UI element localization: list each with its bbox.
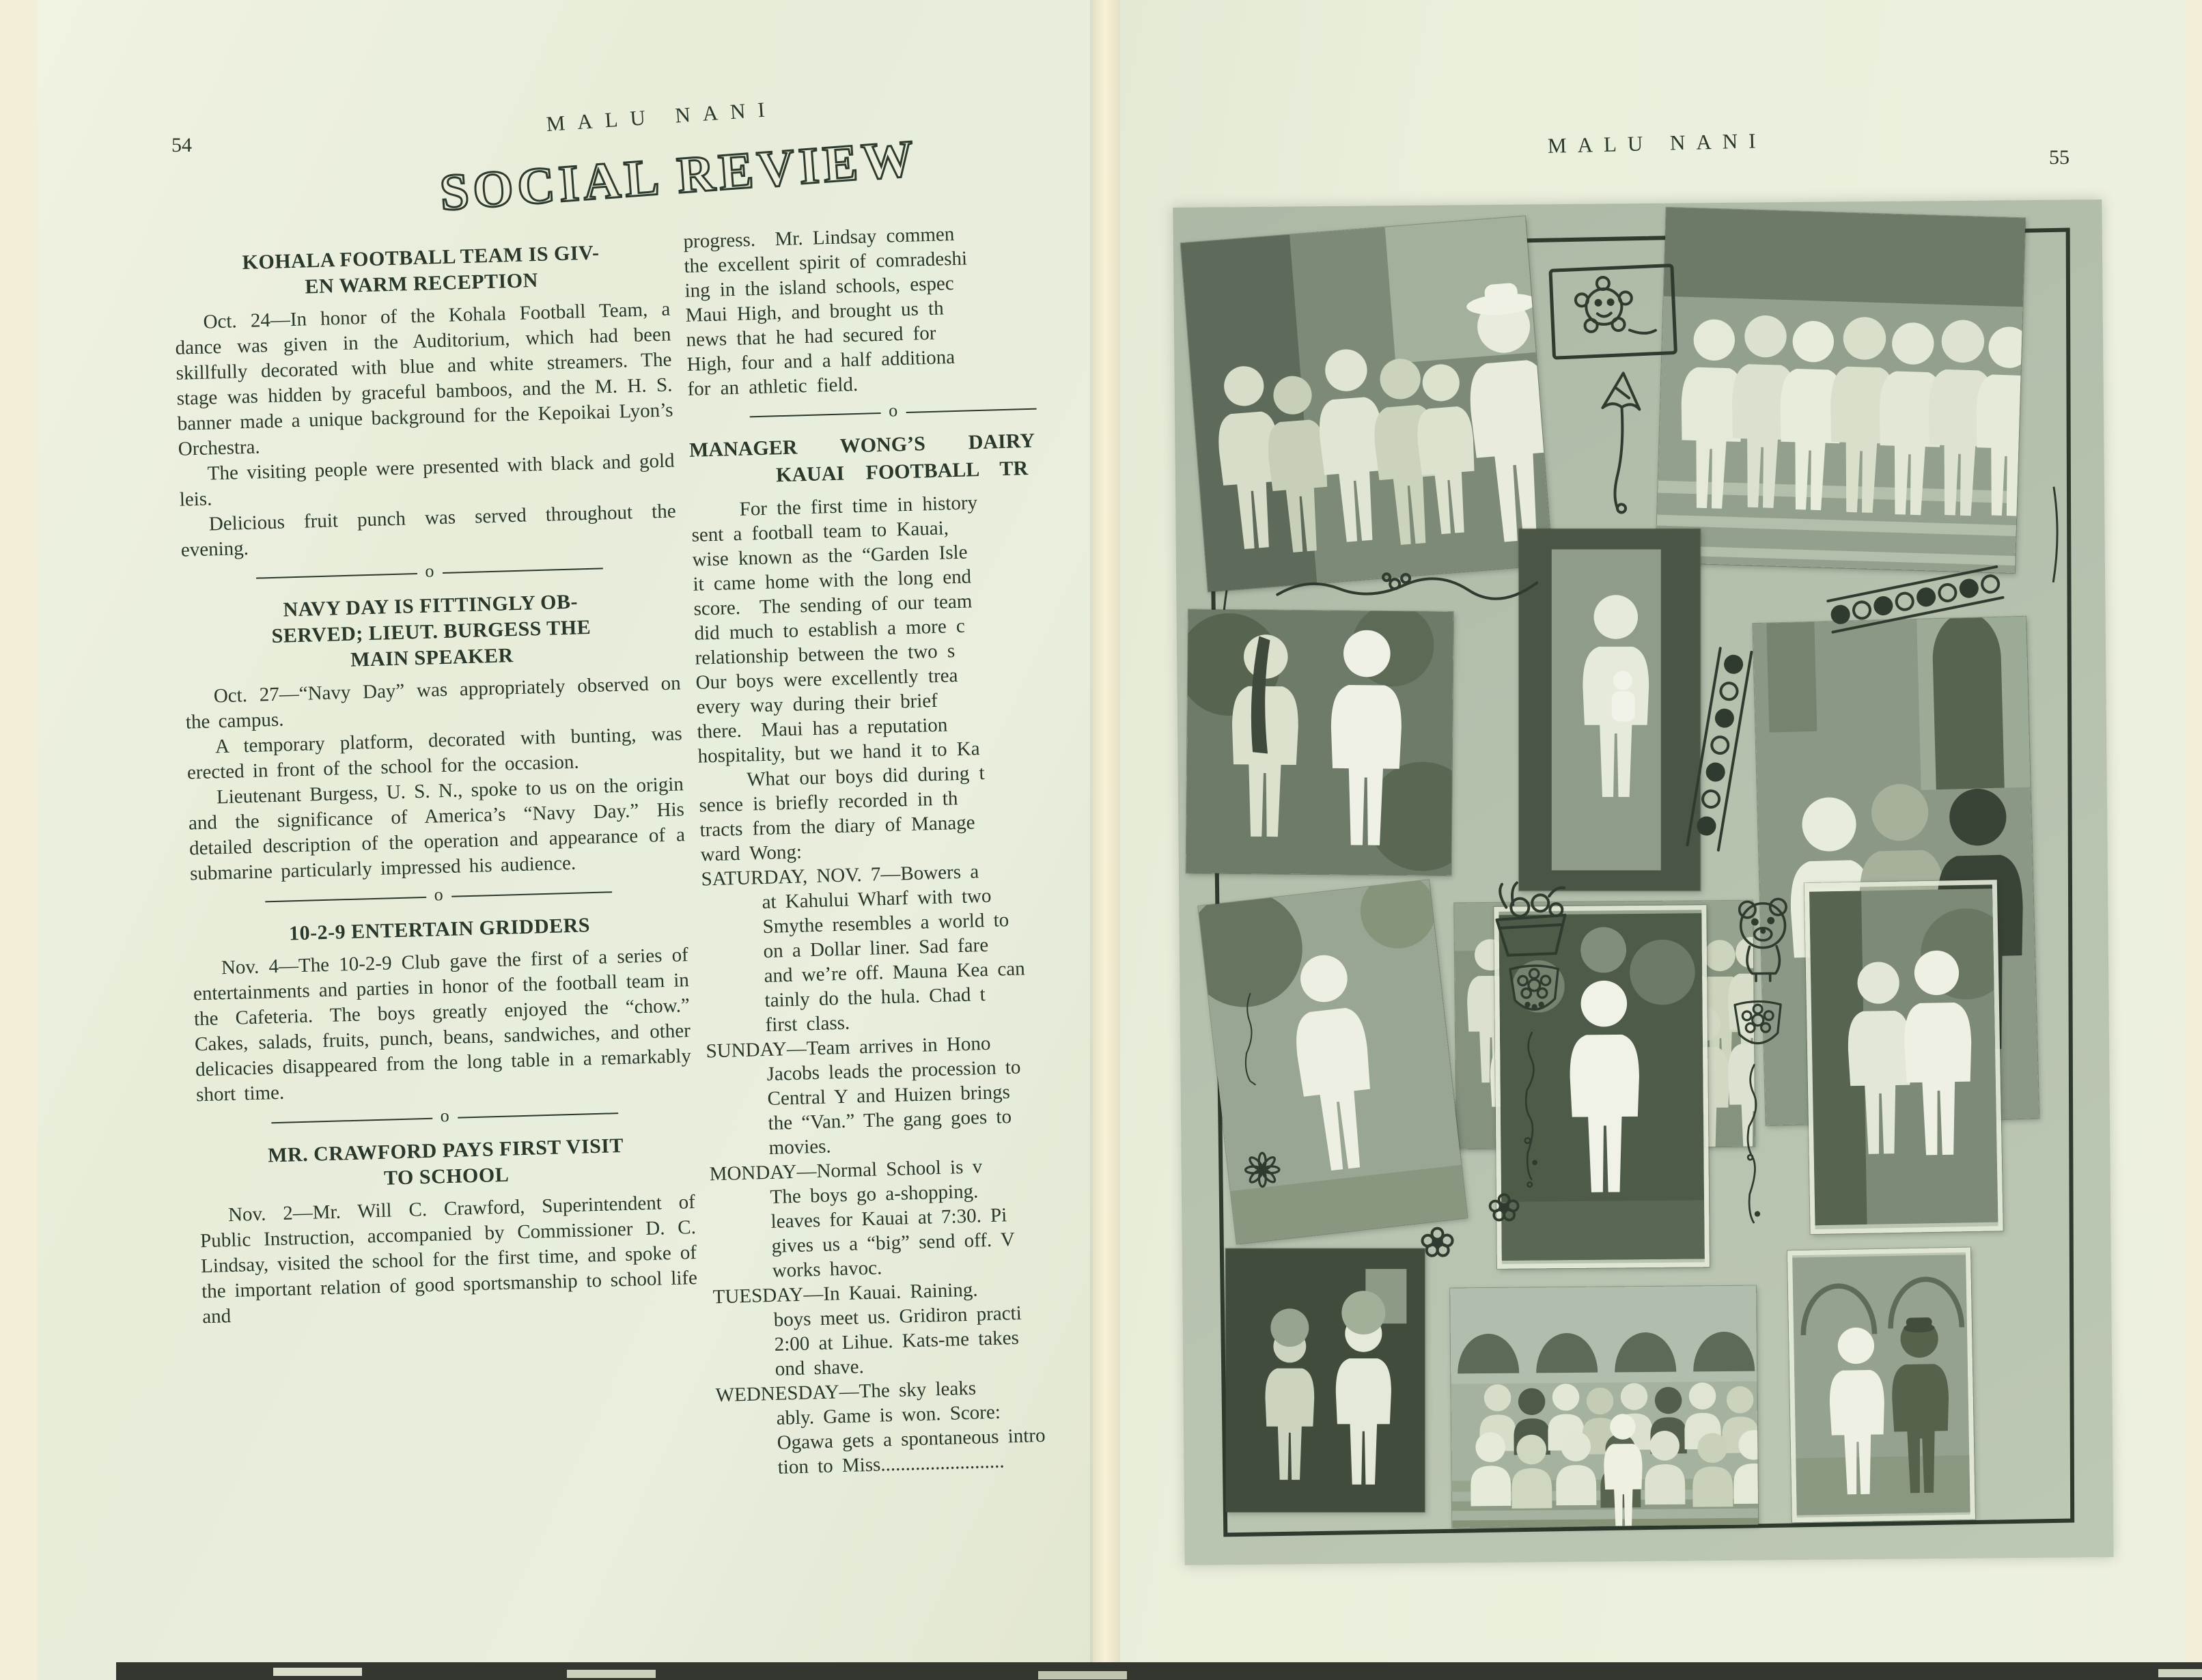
photo-girls-in-row	[1656, 208, 2025, 573]
page-number-right: 55	[2049, 146, 2069, 169]
divider-ornament: o	[888, 400, 898, 421]
photo-group-with-hat	[1181, 216, 1553, 591]
photo-boys-on-steps	[1450, 1286, 1758, 1528]
running-header-left: MALU NANI	[545, 96, 778, 136]
section-divider	[265, 883, 613, 910]
column-1	[173, 238, 699, 1330]
section-divider	[271, 1104, 619, 1132]
page-number-left: 54	[171, 134, 192, 156]
headline-manager-wong: MANAGER WONG’S DAIRY KAUAI FOOTBALL TR	[688, 429, 1035, 489]
column2-continuation: progress. Mr. Lindsay commen the excellent spirit of comradeshi ing in the island schools, espec Maui High, and brought us th news that he had secured for High, four and a half additiona for an athletic field.	[683, 223, 968, 400]
headline-kohala: KOHALA FOOTBALL TEAM IS GIV- EN WARM RECEPTION	[242, 241, 600, 298]
divider-ornament: o	[424, 561, 434, 581]
small-flower-doodle-icon	[1485, 1188, 1523, 1227]
page-left	[38, 0, 1093, 1680]
daisy-doodle-icon	[1236, 1147, 1290, 1194]
paragraph: Delicious fruit punch was served throughout the evening.	[180, 500, 677, 561]
section-divider	[749, 400, 1037, 426]
garland-doodle-icon	[1272, 565, 1546, 608]
page-gutter	[1090, 0, 1123, 1680]
paragraph: Oct. 24—In honor of the Kohala Football Team, a dance was given in the Auditorium, which had been skillfully decorated with blue and white streamers. The stage was hidden by graceful bamboos, and the M. H. S. banner made a unique background for the Kepoikai Lyon’s Orchestra.	[175, 298, 673, 460]
paragraph: A temporary platform, decorated with bunting, was erected in front of the school for the occasion.	[186, 723, 683, 784]
squiggle-vine-doodle-icon	[1226, 992, 1275, 1140]
paragraph: Nov. 2—Mr. Will C. Crawford, Superintendent of Public Instruction, accompanied by Commissioner D. C. Lindsay, visited the school for the first time, and spoke of the important relation of good sportsmanship to school life and	[199, 1191, 698, 1328]
photo-two-girls-arm-in-arm	[1804, 880, 2003, 1234]
paragraph: Lieutenant Burgess, U. S. N., spoke to us on the origin and the significance of America’s “Navy Day.” His detailed description of the operation and appearance of a submarine particularly impressed his audience.	[188, 773, 686, 885]
diary-entry-tuesday: TUESDAY—In Kauai. Raining. boys meet us. Gridiron practi 2:00 at Lihue. Kats-me takes ond shave.	[712, 1278, 1022, 1380]
photo-children-in-costume	[1225, 1248, 1425, 1512]
running-header-right: MALU NANI	[1547, 128, 1767, 158]
diary-entry-sunday: SUNDAY—Team arrives in Hono Jacobs leads the procession to Central Y and Huizen brings the “Van.” The gang goes to movies.	[706, 1032, 1021, 1159]
article-body-kauai-trip: For the first time in history sent a football team to Kauai, wise known as the “Garden Isle it came home with the long end score. The sending of our team did much to establish a more c relationship between the two s Our boys were excellently trea every way during their brief there. Maui has a reputation hospitality, but we hand it to Ka What our boys did during t sence is briefly recorded in th tracts from the diary of Manage ward Wong:	[691, 492, 985, 866]
left-page-content	[32, 0, 1134, 1680]
small-flower-doodle-icon	[1417, 1221, 1458, 1263]
paragraph: Oct. 27—“Navy Day” was appropriately observed on the campus.	[185, 672, 682, 733]
parasol-doodle-icon	[1590, 367, 1651, 516]
headline-crawford: MR. CRAWFORD PAYS FIRST VISIT TO SCHOOL	[267, 1134, 624, 1190]
divider-ornament: o	[440, 1106, 450, 1126]
section-title: SOCIAL REVIEW	[438, 129, 920, 222]
paragraph: Nov. 4—The 10-2-9 Club gave the first of a series of entertainments and parties in honor of the football team in the Cafeteria. The boys greatly enjoyed the “chow.” Cakes, salads, fruits, punch, beans, sandwiches, and other delicacies disappeared from the long table in a remarkably short time.	[193, 944, 692, 1106]
paragraph: The visiting people were presented with black and gold leis.	[179, 449, 675, 511]
teddy-bear-doodle-icon	[1726, 893, 1800, 986]
photo-two-girls-garden	[1186, 609, 1453, 875]
diary-entry-wednesday: WEDNESDAY—The sky leaks ably. Game is won. Score: Ogawa gets a spontaneous intro tion to Miss.........................	[715, 1377, 1046, 1479]
headline-navy-day: NAVY DAY IS FITTINGLY OB- SERVED; LIEUT. BURGESS THE MAIN SPEAKER	[271, 590, 591, 671]
page-right	[1120, 0, 2186, 1680]
flower-pot-doodle-icon	[1486, 880, 1575, 959]
column-2	[683, 218, 1129, 1526]
divider-ornament: o	[434, 884, 444, 905]
clown-frame-doodle-icon	[1546, 261, 1680, 362]
diary-entry-saturday: SATURDAY, NOV. 7—Bowers a at Kahului Wharf with two Smythe resembles a world to on a Dollar liner. Sad fare and we’re off. Mauna Kea can tainly do the hula. Chad t first class.	[701, 860, 1026, 1037]
scan-bottom-edge	[116, 1662, 2202, 1680]
flower-shield-doodle-icon	[1730, 994, 1785, 1060]
flower-shield-doodle-icon	[1503, 961, 1566, 1024]
photo-collage	[1173, 199, 2113, 1565]
section-divider	[256, 559, 604, 587]
squiggle-vine-doodle-icon	[1737, 1063, 1773, 1261]
photo-couple-by-arches	[1787, 1248, 1975, 1523]
photo-mother-and-baby	[1519, 529, 1701, 891]
headline-10-2-9: 10-2-9 ENTERTAIN GRIDDERS	[288, 914, 591, 945]
diary-entry-monday: MONDAY—Normal School is v The boys go a-shopping. leaves for Kauai at 7:30. Pi gives us a “big” send off. V works havoc.	[709, 1156, 1016, 1282]
